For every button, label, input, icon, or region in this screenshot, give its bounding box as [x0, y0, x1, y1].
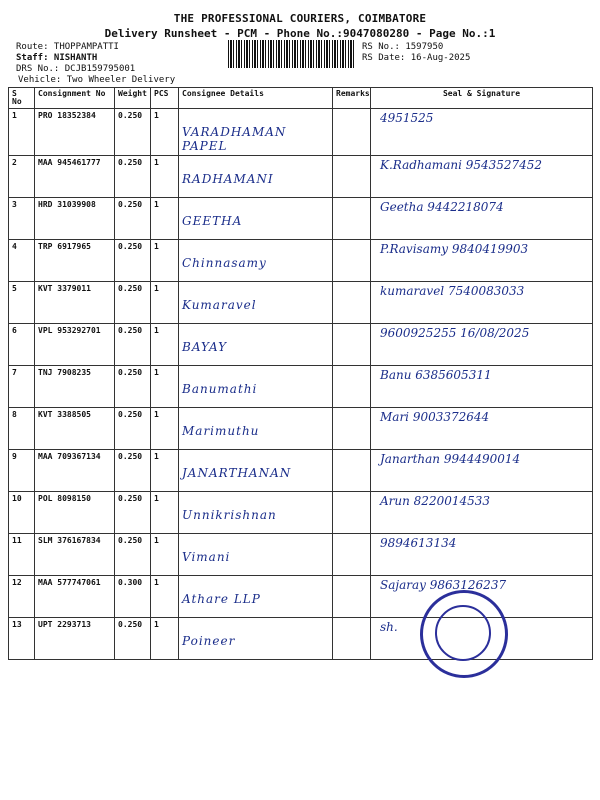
row-remarks	[333, 156, 371, 198]
row-remarks	[333, 534, 371, 576]
row-pcs-text: 1	[154, 578, 159, 587]
row-signature-text: Janarthan 9944490014	[380, 452, 521, 466]
row-consignment-no-text: MAA 577747061	[38, 578, 101, 587]
col-signature: Seal & Signature	[371, 88, 593, 109]
row-signature-text: Sajaray 9863126237	[380, 578, 507, 592]
row-consignee-text: Kumaravel	[182, 298, 257, 312]
row-sno-text: 2	[12, 158, 17, 167]
drs-label: DRS No.: DCJB159795001	[16, 64, 136, 74]
staff-label: Staff: NISHANTH	[16, 53, 98, 63]
col-weight: Weight	[115, 88, 151, 109]
row-consignee-text: Vimani	[182, 550, 231, 564]
row-weight	[115, 198, 151, 240]
row-pcs	[151, 534, 179, 576]
row-consignment-no	[35, 618, 115, 660]
row-signature-text: Banu 6385605311	[380, 368, 492, 382]
row-weight-text: 0.250	[118, 620, 143, 629]
row-consignment-no	[35, 576, 115, 618]
row-consignment-no-text: MAA 945461777	[38, 158, 101, 167]
row-sno-text: 7	[12, 368, 17, 377]
row-consignee	[179, 240, 333, 282]
row-pcs-text: 1	[154, 536, 159, 545]
row-consignment-no-text: POL 8098150	[38, 494, 91, 503]
row-consignee	[179, 576, 333, 618]
row-pcs	[151, 198, 179, 240]
row-consignee-text: Chinnasamy	[182, 256, 267, 270]
row-consignee-text: Banumathi	[182, 382, 258, 396]
row-pcs	[151, 282, 179, 324]
row-weight	[115, 576, 151, 618]
row-weight-text: 0.250	[118, 158, 143, 167]
row-sno-text: 10	[12, 494, 22, 503]
runsheet-subtitle: Delivery Runsheet - PCM - Phone No.:9047080280 - Page No.:1	[104, 27, 496, 40]
row-weight	[115, 492, 151, 534]
row-weight	[115, 534, 151, 576]
row-signature-text: 9600925255 16/08/2025	[380, 326, 530, 340]
row-weight-text: 0.250	[118, 326, 143, 335]
row-sno	[9, 492, 35, 534]
row-consignee-text: BAYAY	[182, 340, 228, 354]
row-pcs-text: 1	[154, 158, 159, 167]
row-remarks	[333, 282, 371, 324]
row-sno-text: 11	[12, 536, 22, 545]
row-signature	[371, 282, 593, 324]
row-consignee	[179, 408, 333, 450]
company-title: THE PROFESSIONAL COURIERS, COIMBATORE	[173, 12, 427, 25]
row-sno	[9, 156, 35, 198]
row-sno	[9, 576, 35, 618]
row-consignment-no	[35, 534, 115, 576]
row-pcs-text: 1	[154, 200, 159, 209]
row-pcs-text: 1	[154, 452, 159, 461]
row-weight	[115, 408, 151, 450]
row-pcs	[151, 618, 179, 660]
row-consignee	[179, 366, 333, 408]
row-sno-text: 1	[12, 111, 17, 120]
row-remarks	[333, 240, 371, 282]
row-weight	[115, 282, 151, 324]
row-weight	[115, 618, 151, 660]
table-row	[9, 156, 593, 198]
row-consignee	[179, 156, 333, 198]
row-sno	[9, 450, 35, 492]
row-signature-text: P.Ravisamy 9840419903	[380, 242, 529, 256]
row-signature-text: Geetha 9442218074	[380, 200, 504, 214]
row-consignment-no-text: TNJ 7908235	[38, 368, 91, 377]
table-row	[9, 282, 593, 324]
table-row	[9, 240, 593, 282]
table-row	[9, 534, 593, 576]
barcode	[228, 40, 356, 68]
row-sno-text: 3	[12, 200, 17, 209]
rs-no-label: RS No.: 1597950	[362, 42, 444, 52]
row-pcs	[151, 576, 179, 618]
row-consignee	[179, 450, 333, 492]
row-sno	[9, 618, 35, 660]
row-signature	[371, 156, 593, 198]
row-sno-text: 4	[12, 242, 17, 251]
row-consignment-no-text: UPT 2293713	[38, 620, 91, 629]
row-consignment-no	[35, 408, 115, 450]
table-row	[9, 109, 593, 156]
row-signature	[371, 450, 593, 492]
row-pcs-text: 1	[154, 284, 159, 293]
row-consignee-text: Athare LLP	[182, 592, 261, 606]
row-weight-text: 0.250	[118, 452, 143, 461]
row-weight-text: 0.250	[118, 111, 143, 120]
row-sno	[9, 282, 35, 324]
row-consignment-no	[35, 156, 115, 198]
row-sno-text: 5	[12, 284, 17, 293]
row-sno-text: 6	[12, 326, 17, 335]
row-weight-text: 0.250	[118, 494, 143, 503]
row-consignment-no-text: MAA 709367134	[38, 452, 101, 461]
row-remarks	[333, 408, 371, 450]
row-pcs-text: 1	[154, 620, 159, 629]
table-row	[9, 576, 593, 618]
row-remarks	[333, 618, 371, 660]
row-pcs	[151, 408, 179, 450]
row-sno-text: 8	[12, 410, 17, 419]
row-signature-text: Mari 9003372644	[380, 410, 490, 424]
row-consignment-no-text: TRP 6917965	[38, 242, 91, 251]
table-row	[9, 492, 593, 534]
row-remarks	[333, 109, 371, 156]
row-consignment-no-text: VPL 953292701	[38, 326, 101, 335]
row-pcs	[151, 366, 179, 408]
col-remarks: Remarks	[333, 88, 371, 109]
row-consignee-text: VARADHAMAN PAPEL	[182, 125, 287, 153]
row-signature-text: sh.	[380, 620, 398, 634]
row-consignment-no	[35, 198, 115, 240]
vehicle-label: Vehicle: Two Wheeler Delivery	[18, 75, 176, 85]
runsheet-table	[8, 87, 593, 660]
row-pcs	[151, 324, 179, 366]
row-consignment-no	[35, 282, 115, 324]
row-consignee-text: Poineer	[182, 634, 236, 648]
row-pcs-text: 1	[154, 368, 159, 377]
table-row	[9, 324, 593, 366]
row-sno	[9, 366, 35, 408]
row-remarks	[333, 198, 371, 240]
row-weight	[115, 156, 151, 198]
row-sno	[9, 534, 35, 576]
row-pcs-text: 1	[154, 242, 159, 251]
row-pcs-text: 1	[154, 326, 159, 335]
row-weight-text: 0.250	[118, 536, 143, 545]
row-remarks	[333, 366, 371, 408]
row-consignee-text: Marimuthu	[182, 424, 260, 438]
row-signature	[371, 534, 593, 576]
col-consignment: Consignment No	[35, 88, 115, 109]
route-label: Route: THOPPAMPATTI	[16, 42, 119, 52]
row-weight-text: 0.250	[118, 284, 143, 293]
row-consignee	[179, 534, 333, 576]
row-weight-text: 0.250	[118, 368, 143, 377]
row-remarks	[333, 450, 371, 492]
row-sno	[9, 198, 35, 240]
row-weight-text: 0.250	[118, 200, 143, 209]
row-consignee-text: Unnikrishnan	[182, 508, 277, 522]
row-signature	[371, 240, 593, 282]
row-consignment-no-text: SLM 376167834	[38, 536, 101, 545]
row-signature-text: kumaravel 7540083033	[380, 284, 525, 298]
row-signature	[371, 408, 593, 450]
row-signature	[371, 109, 593, 156]
row-weight-text: 0.250	[118, 410, 143, 419]
row-weight-text: 0.250	[118, 242, 143, 251]
row-consignment-no-text: HRD 31039908	[38, 200, 96, 209]
row-signature-text: K.Radhamani 9543527452	[380, 158, 543, 172]
row-consignee	[179, 198, 333, 240]
stamp-inner-ring	[435, 605, 491, 661]
row-signature	[371, 492, 593, 534]
row-weight	[115, 109, 151, 156]
row-consignment-no	[35, 324, 115, 366]
row-pcs-text: 1	[154, 410, 159, 419]
table-row	[9, 408, 593, 450]
row-weight-text: 0.300	[118, 578, 143, 587]
row-sno	[9, 408, 35, 450]
row-consignment-no	[35, 109, 115, 156]
col-consignee: Consignee Details	[179, 88, 333, 109]
row-remarks	[333, 324, 371, 366]
row-weight	[115, 450, 151, 492]
row-pcs	[151, 450, 179, 492]
row-sno	[9, 109, 35, 156]
row-pcs	[151, 492, 179, 534]
row-consignment-no-text: PRO 18352384	[38, 111, 96, 120]
row-pcs-text: 1	[154, 494, 159, 503]
row-consignee	[179, 282, 333, 324]
row-consignee-text: JANARTHANAN	[182, 466, 292, 480]
company-stamp	[420, 590, 508, 678]
row-remarks	[333, 576, 371, 618]
row-consignment-no-text: KVT 3379011	[38, 284, 91, 293]
row-pcs	[151, 109, 179, 156]
row-signature	[371, 198, 593, 240]
row-consignee	[179, 618, 333, 660]
row-consignee	[179, 492, 333, 534]
row-sno-text: 13	[12, 620, 22, 629]
rs-date-label: RS Date: 16-Aug-2025	[362, 53, 471, 63]
row-consignment-no-text: KVT 3388505	[38, 410, 91, 419]
row-signature-text: 9894613134	[380, 536, 457, 550]
table-row	[9, 450, 593, 492]
col-pcs: PCS	[151, 88, 179, 109]
row-signature	[371, 366, 593, 408]
row-sno	[9, 324, 35, 366]
table-header-row	[9, 88, 593, 109]
row-consignee	[179, 109, 333, 156]
row-consignment-no	[35, 366, 115, 408]
row-consignment-no	[35, 492, 115, 534]
table-row	[9, 366, 593, 408]
row-consignee	[179, 324, 333, 366]
row-signature	[371, 324, 593, 366]
row-weight	[115, 240, 151, 282]
row-consignee-text: GEETHA	[182, 214, 243, 228]
row-pcs	[151, 240, 179, 282]
row-sno-text: 12	[12, 578, 22, 587]
row-weight	[115, 324, 151, 366]
row-sno-text: 9	[12, 452, 17, 461]
row-pcs-text: 1	[154, 111, 159, 120]
row-sno	[9, 240, 35, 282]
row-consignment-no	[35, 450, 115, 492]
row-weight	[115, 366, 151, 408]
row-signature-text: Arun 8220014533	[380, 494, 491, 508]
row-consignment-no	[35, 240, 115, 282]
table-row	[9, 198, 593, 240]
row-consignee-text: RADHAMANI	[182, 172, 274, 186]
col-sno: S No	[9, 88, 35, 109]
row-pcs	[151, 156, 179, 198]
row-signature-text: 4951525	[380, 111, 434, 125]
row-remarks	[333, 492, 371, 534]
